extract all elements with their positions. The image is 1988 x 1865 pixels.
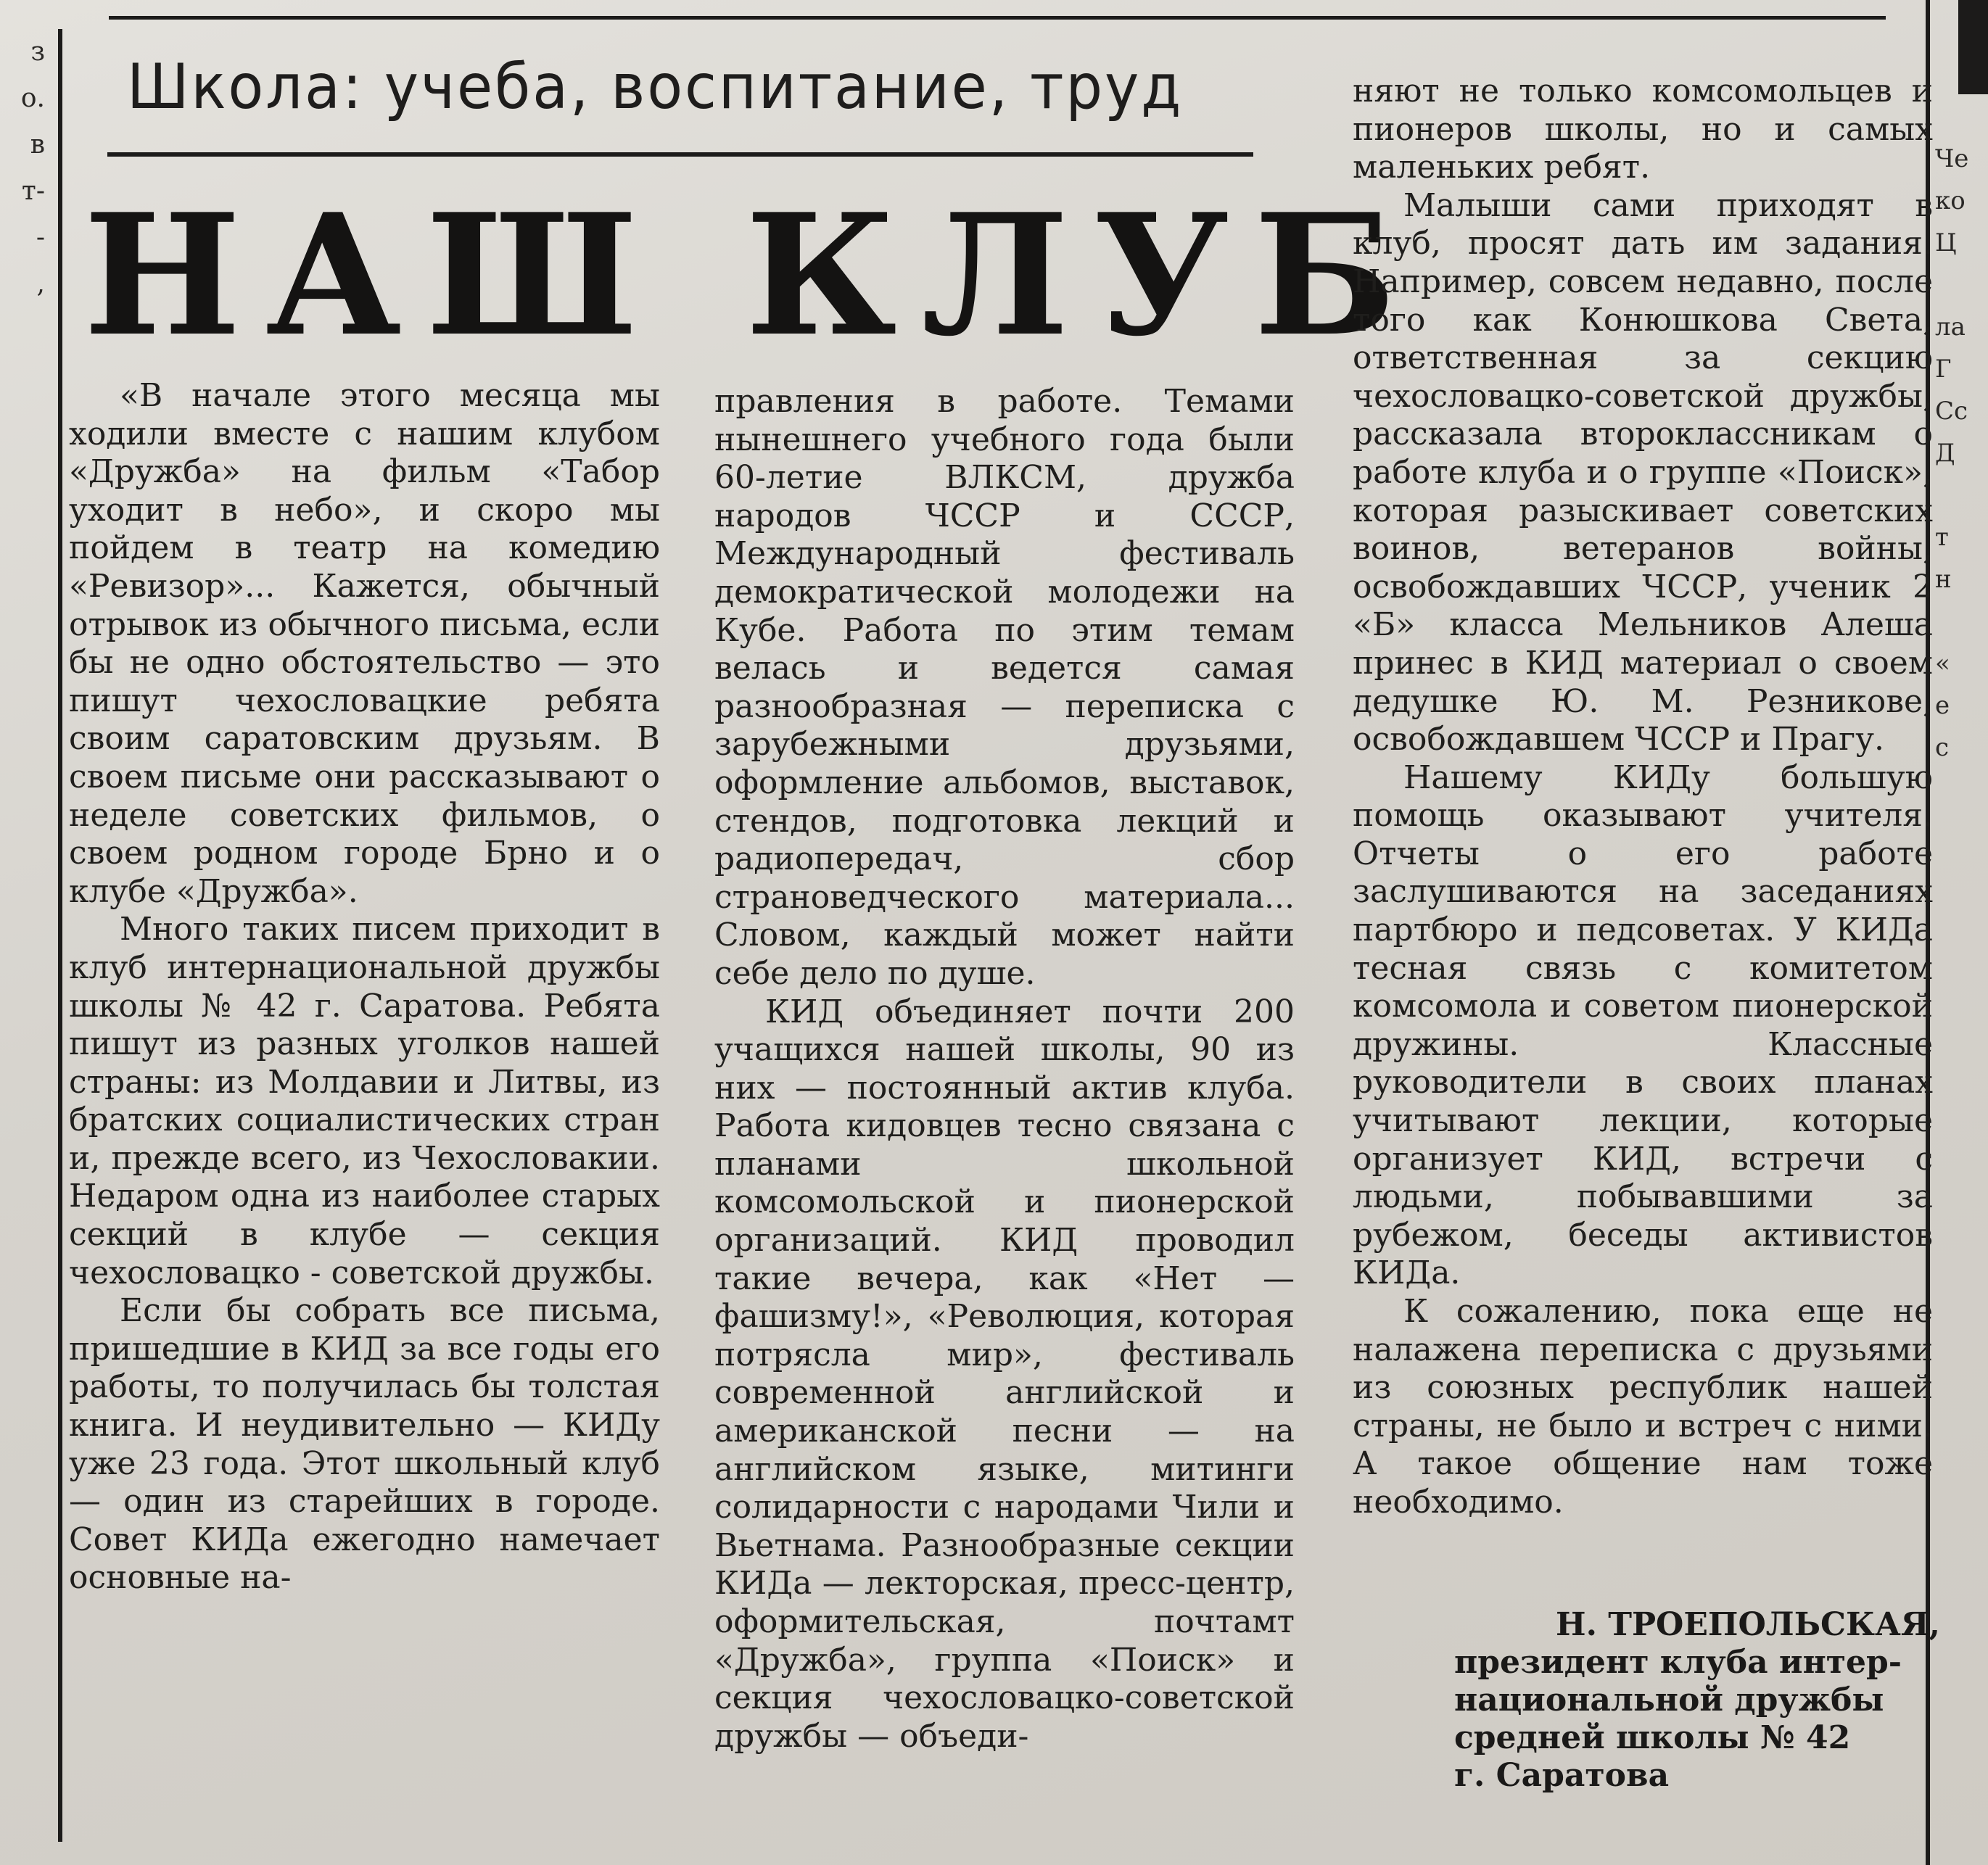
article-column-2 bbox=[714, 383, 1295, 1756]
right-fragment: Сс bbox=[1935, 397, 1968, 426]
paragraph: «В начале этого месяца мы ходили вместе с нашим клубом «Дружба» на фильм «Табор уходит в небо», и скоро мы пойдем в театр на комедию «Ревизор»... Кажется, обычный отрывок из обычного письма, если бы не одно обстоятельство — это пишут чехословацкие ребята своим саратовским друзьям. В своем письме они рассказывают о неделе советских фильмов, о своем родном городе Брно и о клубе «Дружба». bbox=[69, 377, 660, 910]
right-fragment: т bbox=[1935, 523, 1949, 552]
left-fragment: з bbox=[30, 37, 45, 67]
left-fragment: - bbox=[36, 223, 45, 252]
paragraph: няют не только комсомольцев и пионеров школы, но и самых маленьких ребят. bbox=[1353, 73, 1933, 186]
right-fragment: н bbox=[1935, 565, 1952, 594]
right-fragment: е bbox=[1935, 691, 1950, 720]
left-fragment: т- bbox=[21, 176, 45, 206]
right-fragment: « bbox=[1935, 649, 1950, 678]
right-fragment bbox=[1935, 264, 1988, 306]
right-fragment: Ц bbox=[1935, 228, 1957, 257]
rubric-underline bbox=[107, 152, 1253, 157]
right-fragment: ко bbox=[1935, 186, 1966, 215]
right-fragment bbox=[1935, 600, 1988, 642]
author-title: г. Саратова bbox=[1454, 1757, 1670, 1794]
left-neighbor-column bbox=[0, 29, 51, 1842]
section-rubric: Школа: учеба, воспитание, труд bbox=[127, 51, 1184, 123]
article-column-1 bbox=[69, 377, 660, 1597]
article-column-3 bbox=[1353, 73, 1933, 1522]
right-fragment: Г bbox=[1935, 355, 1952, 384]
paragraph: КИД объединяет почти 200 учащихся нашей школы, 90 из них — постоянный актив клуба. Работа кидовцев тесно связана с планами школьной комсомольской и пионерской организаций. КИД проводил такие вечера, как «Нет — фашизму!», «Революция, которая потрясла мир», фестиваль современной английской и американской песни — на английском языке, митинги солидарности с народами Чили и Вьетнама. Разнообразные секции КИДа — лекторская, пресс-центр, оформительская, почтамт «Дружба», группа «Поиск» и секция чехословацко-советской дружбы — объеди- bbox=[714, 993, 1295, 1755]
left-column-rule bbox=[58, 29, 62, 1842]
right-neighbor-column bbox=[1935, 138, 1988, 1806]
left-fragment: в bbox=[30, 130, 45, 160]
paragraph: Если бы собрать все письма, пришедшие в КИД за все годы его работы, то получилась бы толстая книга. И неудивительно — КИДу уже 23 года. Этот школьный клуб — один из старейших в городе. Совет КИДа ежегодно намечает основные на- bbox=[69, 1292, 660, 1597]
author-title: национальной дружбы bbox=[1454, 1682, 1884, 1719]
right-fragment: ла bbox=[1935, 313, 1966, 342]
top-rule bbox=[109, 16, 1886, 20]
author-signature bbox=[1454, 1606, 1947, 1795]
right-fragment bbox=[1935, 474, 1988, 516]
paragraph: Много таких писем приходит в клуб интернациональной дружбы школы № 42 г. Саратова. Ребята пишут из разных уголков нашей страны: из Молдавии и Литвы, из братских социалистических стран и, прежде всего, из Чехословакии. Недаром одна из наиболее старых секций в клубе — секция чехословацко - советской дружбы. bbox=[69, 911, 660, 1291]
paragraph: Нашему КИДу большую помощь оказывают учителя. Отчеты о его работе заслушиваются на заседаниях партбюро и педсоветах. У КИДа тесная связь с комитетом комсомола и советом пионерской дружины. Классные руководители в своих планах учитывают лекции, которые организует КИД, встречи с людьми, побывавшими за рубежом, беседы активистов КИДа. bbox=[1353, 758, 1933, 1292]
left-fragment: о. bbox=[20, 83, 45, 113]
right-fragment: Д bbox=[1935, 439, 1955, 468]
article-headline: НАШ КЛУБ bbox=[83, 178, 1422, 373]
author-title: средней школы № 42 bbox=[1454, 1719, 1851, 1756]
paragraph: правления в работе. Темами нынешнего учебного года были 60-летие ВЛКСМ, дружба народов ЧССР и СССР, Международный фестиваль демократической молодежи на Кубе. Работа по этим темам велась и ведется самая разнообразная — переписка с зарубежными друзьями, оформление альбомов, выставок, стендов, подготовка лекций и радиопередач, сбор страноведческого материала... Словом, каждый может найти себе дело по душе. bbox=[714, 383, 1295, 992]
right-fragment: с bbox=[1935, 733, 1950, 762]
paragraph: Малыши сами приходят в клуб, просят дать им задания. Например, совсем недавно, после того как Конюшкова Света, ответственная за секцию чехословацко-советской дружбы, рассказала второклассникам о работе клуба и о группе «Поиск», которая разыскивает советских воинов, ветеранов войны, освобождавших ЧССР, ученик 2 «Б» класса Мельников Алеша принес в КИД материал о своем дедушке Ю. М. Резникове, освобождавшем ЧССР и Прагу. bbox=[1353, 186, 1933, 758]
paragraph: К сожалению, пока еще не налажена переписка с друзьями из союзных республик нашей страны, не было и встреч с ними. А такое общение нам тоже необходимо. bbox=[1353, 1293, 1933, 1521]
right-fragment: Че bbox=[1935, 144, 1969, 173]
author-title: президент клуба интер- bbox=[1454, 1644, 1902, 1681]
author-name: Н. ТРОЕПОЛЬСКАЯ, bbox=[1556, 1606, 1940, 1643]
right-black-box bbox=[1958, 0, 1988, 94]
left-fragment: , bbox=[36, 269, 45, 299]
